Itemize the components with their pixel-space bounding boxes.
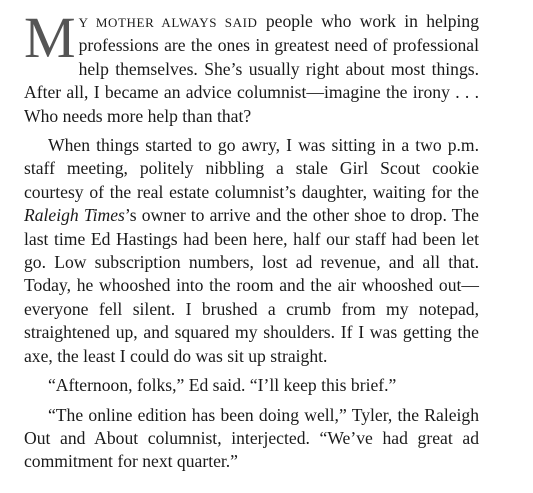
smallcaps-lead: Y MOTHER ALWAYS SAID bbox=[78, 15, 258, 30]
paragraph-4-text: “The online edition has been doing well,” Tyler, the Raleigh Out and About columnist, interjected. “We’ve had great ad commitment for next quarter.” bbox=[24, 404, 479, 472]
paragraph-3 bbox=[24, 374, 479, 397]
paragraph-2 bbox=[24, 134, 479, 368]
paragraph-2-text-b: ’s owner to arrive and the other shoe to drop. The last time Ed Hastings had been here, half our staff had been let go. Low subscription numbers, lost ad revenue, and all that. Today, he whooshed into the room and the air whooshed out—everyone fell silent. I brushed a crumb from my notepad, straightened up, and squared my shoulders. If I was getting the axe, the least I could do was sit up straight. bbox=[24, 205, 479, 366]
drop-cap: M bbox=[24, 5, 76, 70]
newspaper-title: Raleigh Times bbox=[24, 205, 125, 226]
paragraph-1 bbox=[24, 5, 479, 128]
paragraph-1-text: people who work in helping professions are the ones in greatest need of professional help themselves. She’s usually right about most things. After all, I became an advice columnist—imagine the irony . . . Who needs more help than that? bbox=[24, 11, 479, 126]
paragraph-4 bbox=[24, 404, 479, 474]
paragraph-3-text: “Afternoon, folks,” Ed said. “I’ll keep this brief.” bbox=[48, 375, 397, 396]
paragraph-2-text-a: When things started to go awry, I was sitting in a two p.m. staff meeting, politely nibbling a stale Girl Scout cookie courtesy of the real estate columnist’s daughter, waiting for the bbox=[24, 135, 479, 202]
document-page bbox=[24, 5, 479, 480]
